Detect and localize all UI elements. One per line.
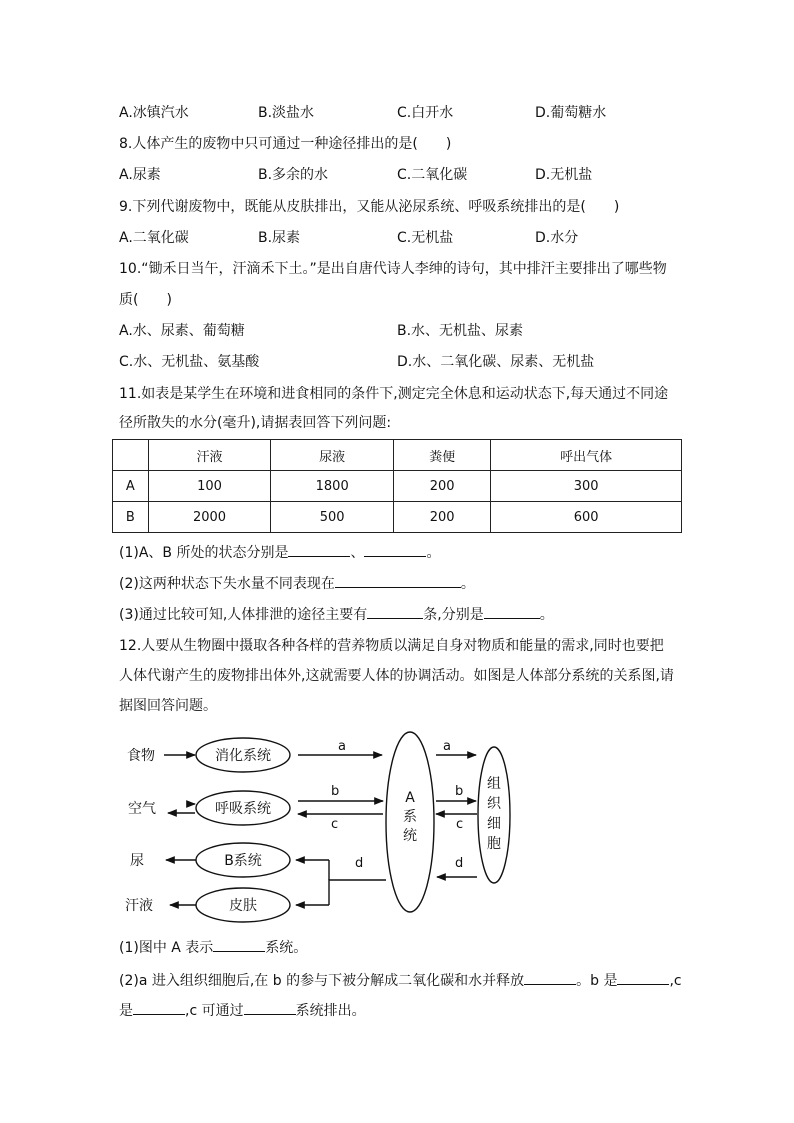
q10-stem-line1: 10.“锄禾日当午，汗滴禾下土。”是出自唐代诗人李绅的诗句，其中排汗主要排出了哪些物 [119,261,667,277]
table-header-cell: 尿液 [271,440,394,471]
q11-sub2-text: (2)这两种状态下失水量不同表现在 [119,576,335,592]
table-cell: 200 [394,502,491,533]
q12-sub2-line1 [119,970,682,991]
label-a: a [338,739,346,754]
q11-stem-line1: 11.如表是某学生在环境和进食相同的条件下,测定完全休息和运动状态下,每天通过不同途 [119,386,669,402]
table-cell: 200 [394,471,491,502]
q9-option-d: D.水分 [535,230,579,246]
answer-blank[interactable] [524,970,576,985]
air-label: 空气 [128,801,156,817]
q8-option-a: A.尿素 [119,167,161,183]
q10-option-a: A.水、尿素、葡萄糖 [119,323,245,339]
a-system-label: A [405,790,415,806]
q12-sub2-mid: 。b 是 [576,973,618,989]
label-c: c [331,817,339,832]
answer-blank[interactable] [213,937,265,952]
respiratory-system-label: 呼吸系统 [215,801,271,817]
label-b: b [455,784,464,799]
skin-label: 皮肤 [229,898,257,914]
q11-sub1-end: 。 [426,545,441,561]
label-d: d [355,856,364,871]
q10-option-b: B.水、无机盐、尿素 [397,323,524,339]
answer-blank[interactable] [133,1000,185,1015]
table-cell: 300 [491,471,682,502]
tissue-label: 组 [487,776,501,792]
q10-option-c: C.水、无机盐、氨基酸 [119,354,260,370]
q12-sub2-c: ,c [669,973,682,989]
tissue-label: 细 [487,816,501,832]
digestive-system-label: 消化系统 [215,748,271,764]
q9-option-c: C.无机盐 [397,230,454,246]
q12-stem-line3: 据图回答问题。 [119,698,217,714]
table-cell: 1800 [271,471,394,502]
tissue-label: 胞 [487,836,501,852]
q12-sub2-is: 是 [119,1003,133,1019]
q12-sub1-text: (1)图中 A 表示 [119,940,214,956]
table-header-cell: 粪便 [394,440,491,471]
table-cell: B [113,502,149,533]
q10-stem-line2: 质( ) [119,292,172,308]
food-label: 食物 [127,748,155,764]
table-cell: 2000 [148,502,271,533]
q12-stem-line2: 人体代谢产生的废物排出体外,这就需要人体的协调活动。如图是人体部分系统的关系图,请 [119,668,674,684]
q12-stem-line1: 12.人要从生物圈中摄取各种各样的营养物质以满足自身对物质和能量的需求,同时也要把 [119,638,664,654]
q7-option-d: D.葡萄糖水 [535,105,607,121]
q10-option-d: D.水、二氧化碳、尿素、无机盐 [397,354,595,370]
q11-sub2-end: 。 [460,576,475,592]
table-header-cell: 呼出气体 [491,440,682,471]
b-system-label: B系统 [224,853,262,869]
q11-sub3-mid: 条,分别是 [423,607,484,623]
q12-sub2-line2 [119,1000,366,1021]
q12-sub1 [119,937,307,958]
answer-blank[interactable] [617,970,669,985]
q8-stem: 8.人体产生的废物中只可通过一种途径排出的是( ) [119,136,452,152]
label-b: b [331,784,340,799]
tissue-label: 织 [487,796,501,812]
q7-option-b: B.淡盐水 [258,105,315,121]
q9-option-a: A.二氧化碳 [119,230,189,246]
q9-option-b: B.尿素 [258,230,301,246]
label-d: d [455,856,464,871]
q11-sub1-sep: 、 [350,545,365,561]
q12-sub2-end: 系统排出。 [295,1003,366,1019]
q11-stem-line2: 径所散失的水分(毫升),请据表回答下列问题: [119,415,392,431]
d-connector [329,880,386,905]
q7-option-c: C.白开水 [397,105,454,121]
q12-sub1-end: 系统。 [265,940,308,956]
q11-sub1-text: (1)A、B 所处的状态分别是 [119,545,289,561]
table-cell: A [113,471,149,502]
q12-sub2-via: ,c 可通过 [185,1003,244,1019]
a-system-label: 统 [403,828,417,844]
sweat-label: 汗液 [125,898,153,914]
label-c: c [456,817,464,832]
table-cell: 100 [148,471,271,502]
answer-blank[interactable] [244,1000,296,1015]
table-header-cell: 汗液 [148,440,271,471]
table-cell: 600 [491,502,682,533]
q12-sub2-text: (2)a 进入组织细胞后,在 b 的参与下被分解成二氧化碳和水并释放 [119,973,525,989]
q11-sub3-text: (3)通过比较可知,人体排泄的途径主要有 [119,607,368,623]
table-cell: 500 [271,502,394,533]
a-system-label: 系 [403,809,417,825]
tissue-cell-node [478,747,510,883]
q11-sub3-end: 。 [539,607,554,623]
q8-option-c: C.二氧化碳 [397,167,468,183]
q9-stem: 9.下列代谢废物中，既能从皮肤排出，又能从泌尿系统、呼吸系统排出的是( ) [119,199,620,215]
label-a: a [443,739,451,754]
q8-option-b: B.多余的水 [258,167,329,183]
q8-option-d: D.无机盐 [535,167,593,183]
q7-option-a: A.冰镇汽水 [119,105,189,121]
urine-label: 尿 [130,853,144,869]
